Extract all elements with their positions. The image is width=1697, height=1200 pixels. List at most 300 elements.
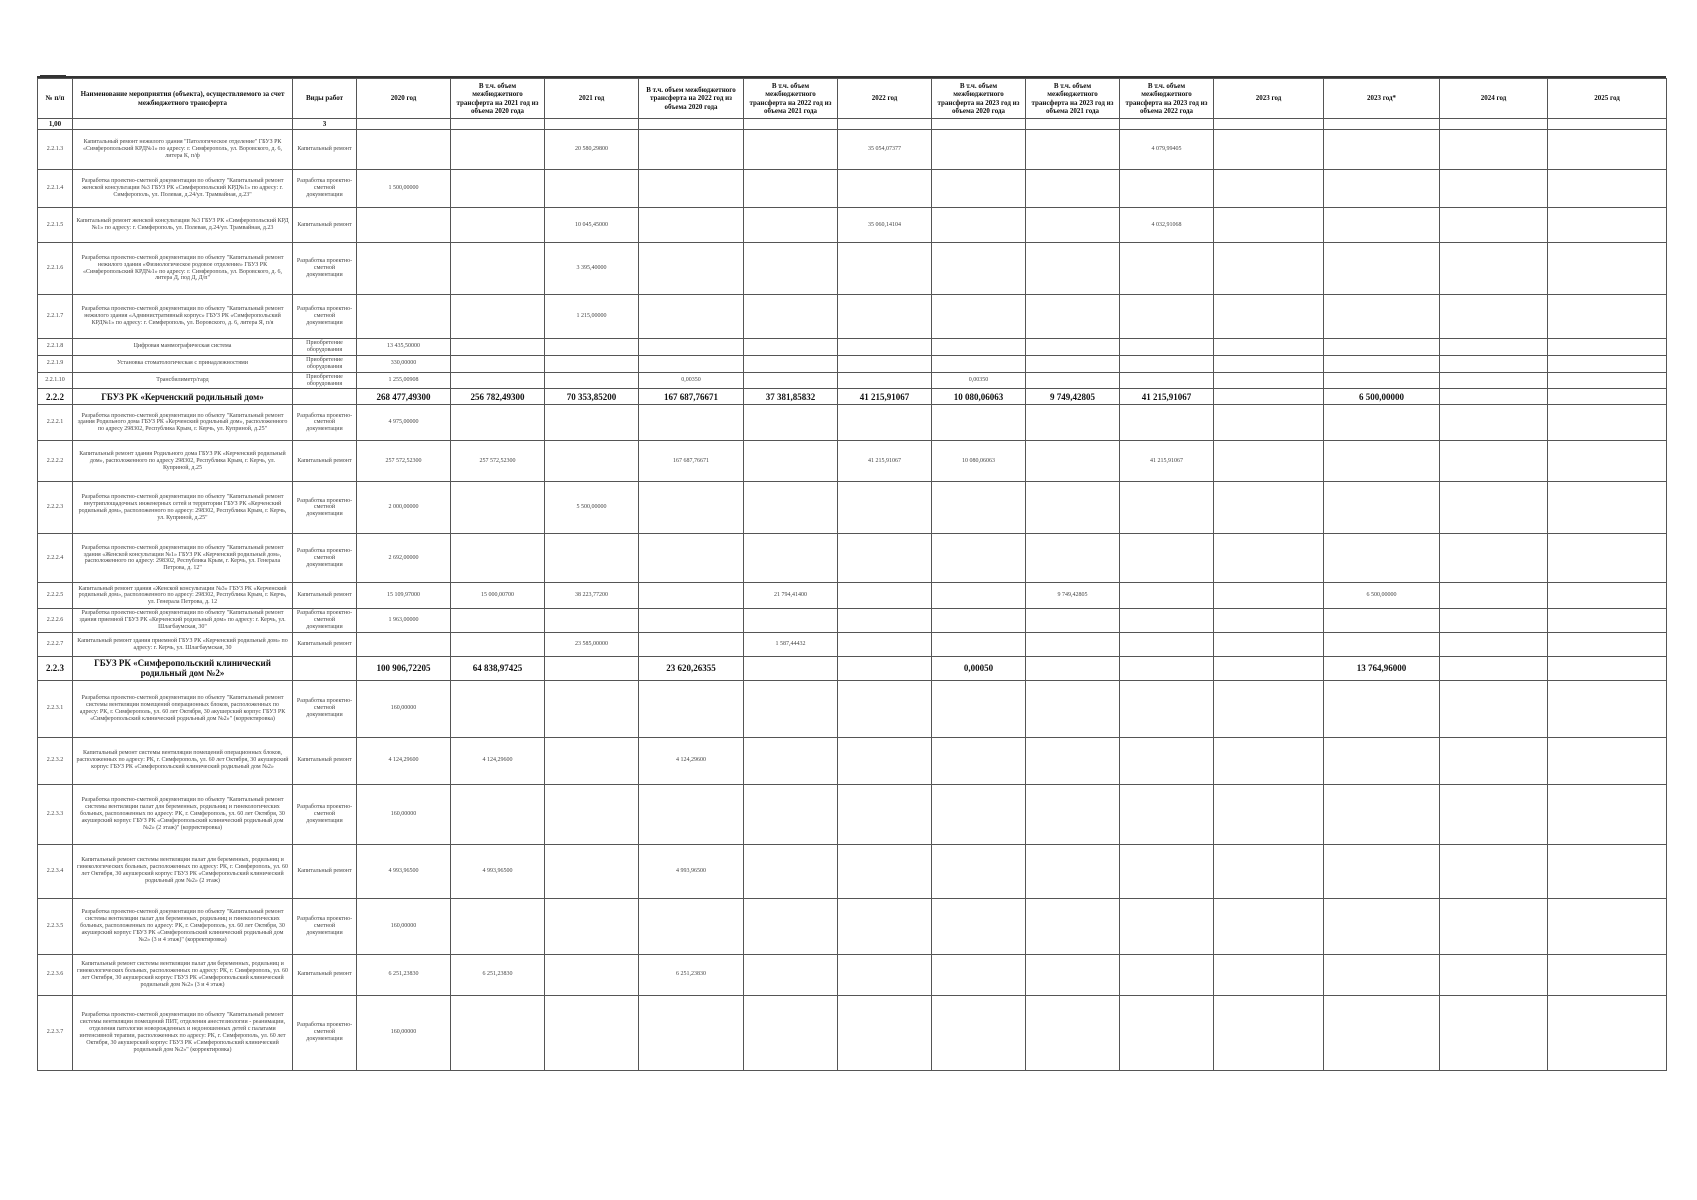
table-row (38, 208, 1667, 243)
amount-cell (838, 534, 932, 583)
object-name-cell: Разработка проектно-сметной документации по объекту "Капитальный ремонт нежилого здания «Физиологическое родовое отделение» ГБУЗ РК «Симферопольский КРД№1» по адресу: г. Симферополь, ул. Воровского, д. 6, литера Д, под Д, Д/п" (73, 243, 293, 295)
amount-cell (838, 355, 932, 372)
amount-cell (545, 657, 639, 681)
amount-cell (1214, 633, 1324, 657)
amount-cell (1548, 130, 1667, 170)
amount-cell (1120, 737, 1214, 784)
column-header: В т.ч. объем межбюджетного трансферта на 2021 год из объема 2020 года (451, 79, 545, 119)
amount-cell (1026, 372, 1120, 389)
amount-cell (932, 243, 1026, 295)
amount-cell (1214, 534, 1324, 583)
amount-cell (1548, 339, 1667, 356)
amount-cell (1120, 339, 1214, 356)
table-row (38, 680, 1667, 737)
column-header: 2024 год (1440, 79, 1548, 119)
header-row (38, 79, 1667, 119)
amount-cell (1214, 405, 1324, 441)
amount-cell (1324, 405, 1440, 441)
amount-cell (545, 898, 639, 954)
amount-cell (744, 784, 838, 844)
amount-cell: 10 045,45000 (545, 208, 639, 243)
amount-cell (1548, 609, 1667, 633)
amount-cell: 41 215,91067 (1120, 441, 1214, 482)
work-type-cell: Капитальный ремонт (293, 441, 357, 482)
amount-cell (1120, 372, 1214, 389)
amount-cell (639, 784, 744, 844)
amount-cell (1214, 441, 1324, 482)
amount-cell (838, 737, 932, 784)
amount-cell (838, 898, 932, 954)
amount-cell (932, 130, 1026, 170)
amount-cell (1324, 680, 1440, 737)
index-cell (639, 119, 744, 130)
row-number-cell: 2.2.3.1 (38, 680, 73, 737)
amount-cell (1120, 295, 1214, 339)
amount-cell: 15 000,00700 (451, 583, 545, 609)
amount-cell (451, 482, 545, 534)
column-header: 2025 год (1548, 79, 1667, 119)
table-row (38, 534, 1667, 583)
object-name-cell: Разработка проектно-сметной документации по объекту "Капитальный ремонт здания Родильного дома ГБУЗ РК «Керченский родильный дом», расположенного по адресу 298302, Республика Крым, г. Керчь, ул. Куприной, д.25" (73, 405, 293, 441)
amount-cell (744, 243, 838, 295)
row-number-cell: 2.2.2.5 (38, 583, 73, 609)
amount-cell (1026, 633, 1120, 657)
object-name-cell: Капитальный ремонт здания Родильного дома ГБУЗ РК «Керченский родильный дом», расположенного по адресу 298302, Республика Крым, г. Керчь, ул. Куприной, д.25 (73, 441, 293, 482)
amount-cell: 3 395,40000 (545, 243, 639, 295)
object-name-cell: Трансбилиметр/гард (73, 372, 293, 389)
amount-cell (1548, 405, 1667, 441)
amount-cell: 13 764,96000 (1324, 657, 1440, 681)
row-number-cell: 2.2.2.1 (38, 405, 73, 441)
amount-cell: 160,00000 (357, 680, 451, 737)
amount-cell: 256 782,49300 (451, 389, 545, 405)
amount-cell: 4 993,96500 (639, 844, 744, 898)
amount-cell: 1 500,00000 (357, 170, 451, 208)
amount-cell (451, 633, 545, 657)
amount-cell (1440, 995, 1548, 1070)
amount-cell (1440, 534, 1548, 583)
table-row (38, 372, 1667, 389)
table-row (38, 170, 1667, 208)
column-header: В т.ч. объем межбюджетного трансферта на 2023 год из объема 2020 года (932, 79, 1026, 119)
work-type-cell: Приобретение оборудования (293, 355, 357, 372)
amount-cell (1548, 295, 1667, 339)
amount-cell (1120, 583, 1214, 609)
amount-cell (1026, 130, 1120, 170)
amount-cell (1548, 534, 1667, 583)
amount-cell (451, 405, 545, 441)
amount-cell (1548, 208, 1667, 243)
amount-cell: 6 251,23830 (451, 954, 545, 995)
index-cell: 3 (293, 119, 357, 130)
amount-cell (639, 633, 744, 657)
amount-cell (451, 898, 545, 954)
amount-cell (1120, 534, 1214, 583)
amount-cell (1440, 482, 1548, 534)
amount-cell (1324, 295, 1440, 339)
object-name-cell: Разработка проектно-сметной документации по объекту "Капитальный ремонт нежилого здания «Административный корпус» ГБУЗ РК «Симферопольский КРД№1» по адресу: г. Симферополь, ул. Воровского, д. 6, литера Я, п/я (73, 295, 293, 339)
amount-cell (932, 995, 1026, 1070)
amount-cell (1026, 243, 1120, 295)
amount-cell (1548, 954, 1667, 995)
column-header: В т.ч. объем межбюджетного трансферта на 2023 год из объема 2021 года (1026, 79, 1120, 119)
amount-cell: 167 687,76671 (639, 389, 744, 405)
row-number-cell: 2.2.2 (38, 389, 73, 405)
amount-cell (932, 609, 1026, 633)
row-number-cell: 2.2.1.8 (38, 339, 73, 356)
amount-cell: 13 435,50000 (357, 339, 451, 356)
amount-cell (932, 534, 1026, 583)
amount-cell (639, 583, 744, 609)
amount-cell: 4 993,96500 (357, 844, 451, 898)
row-number-cell: 2.2.2.4 (38, 534, 73, 583)
amount-cell: 41 215,91067 (838, 441, 932, 482)
amount-cell (932, 355, 1026, 372)
amount-cell (1214, 130, 1324, 170)
amount-cell (932, 208, 1026, 243)
amount-cell (1214, 243, 1324, 295)
amount-cell (451, 295, 545, 339)
amount-cell (932, 737, 1026, 784)
amount-cell (744, 657, 838, 681)
amount-cell (1440, 405, 1548, 441)
amount-cell (1440, 441, 1548, 482)
amount-cell (1214, 583, 1324, 609)
amount-cell (1440, 954, 1548, 995)
amount-cell (932, 680, 1026, 737)
table-row (38, 243, 1667, 295)
row-number-cell: 2.2.1.5 (38, 208, 73, 243)
index-cell (744, 119, 838, 130)
table-row (38, 482, 1667, 534)
amount-cell (1440, 389, 1548, 405)
amount-cell: 330,00000 (357, 355, 451, 372)
amount-cell (1548, 657, 1667, 681)
amount-cell (1120, 995, 1214, 1070)
column-header: № п/п (38, 79, 73, 119)
amount-cell (932, 954, 1026, 995)
work-type-cell: Капитальный ремонт (293, 954, 357, 995)
index-cell (73, 119, 293, 130)
amount-cell (451, 609, 545, 633)
amount-cell (1026, 784, 1120, 844)
amount-cell (1440, 372, 1548, 389)
amount-cell (838, 295, 932, 339)
amount-cell (1026, 609, 1120, 633)
amount-cell (744, 405, 838, 441)
work-type-cell: Капитальный ремонт (293, 130, 357, 170)
amount-cell: 0,00350 (639, 372, 744, 389)
amount-cell (1324, 130, 1440, 170)
amount-cell (1214, 295, 1324, 339)
amount-cell (639, 534, 744, 583)
amount-cell (1440, 583, 1548, 609)
amount-cell: 257 572,52300 (357, 441, 451, 482)
amount-cell (1120, 784, 1214, 844)
amount-cell: 257 572,52300 (451, 441, 545, 482)
work-type-cell: Приобретение оборудования (293, 339, 357, 356)
index-cell (838, 119, 932, 130)
amount-cell (545, 954, 639, 995)
row-number-cell: 2.2.2.2 (38, 441, 73, 482)
work-type-cell: Приобретение оборудования (293, 372, 357, 389)
amount-cell (1324, 339, 1440, 356)
amount-cell (1026, 339, 1120, 356)
amount-cell (639, 355, 744, 372)
amount-cell (1440, 680, 1548, 737)
amount-cell (744, 534, 838, 583)
amount-cell (1324, 609, 1440, 633)
amount-cell (1324, 243, 1440, 295)
amount-cell (1440, 170, 1548, 208)
amount-cell (1324, 898, 1440, 954)
row-number-cell: 2.2.1.7 (38, 295, 73, 339)
amount-cell (1548, 898, 1667, 954)
work-type-cell: Разработка проектно-сметной документации (293, 295, 357, 339)
work-type-cell (293, 657, 357, 681)
object-name-cell: Разработка проектно-сметной документации по объекту "Капитальный ремонт системы вентиляции палат для беременных, родильниц и гинекологических больных, расположенных по адресу: РК, г. Симферополь, ул. 60 лет Октября, 30 акушерский корпус ГБУЗ РК «Симферопольский клинический родильный дом №2» (2 этаж)" (корректировка) (73, 784, 293, 844)
amount-cell: 41 215,91067 (838, 389, 932, 405)
work-type-cell: Разработка проектно-сметной документации (293, 898, 357, 954)
table-row (38, 784, 1667, 844)
amount-cell (932, 482, 1026, 534)
amount-cell (932, 170, 1026, 208)
column-header: 2021 год (545, 79, 639, 119)
object-name-cell: Установка стоматологическая с принадлежностями (73, 355, 293, 372)
amount-cell (1548, 680, 1667, 737)
amount-cell (1026, 680, 1120, 737)
work-type-cell: Капитальный ремонт (293, 583, 357, 609)
amount-cell (932, 339, 1026, 356)
amount-cell (1120, 355, 1214, 372)
amount-cell (545, 844, 639, 898)
amount-cell (1214, 680, 1324, 737)
row-number-cell: 2.2.2.3 (38, 482, 73, 534)
amount-cell (1440, 339, 1548, 356)
row-number-cell: 2.2.3.4 (38, 844, 73, 898)
work-type-cell: Разработка проектно-сметной документации (293, 170, 357, 208)
amount-cell: 70 353,85200 (545, 389, 639, 405)
index-cell (1440, 119, 1548, 130)
amount-cell: 5 500,00000 (545, 482, 639, 534)
amount-cell (1548, 170, 1667, 208)
amount-cell: 1 255,00908 (357, 372, 451, 389)
index-cell (1026, 119, 1120, 130)
row-number-cell: 2.2.2.6 (38, 609, 73, 633)
amount-cell (744, 339, 838, 356)
amount-cell (1026, 844, 1120, 898)
amount-cell (1026, 170, 1120, 208)
amount-cell (1548, 844, 1667, 898)
amount-cell (838, 339, 932, 356)
work-type-cell: Разработка проектно-сметной документации (293, 784, 357, 844)
amount-cell: 20 580,29800 (545, 130, 639, 170)
amount-cell (838, 680, 932, 737)
amount-cell (357, 295, 451, 339)
amount-cell (545, 405, 639, 441)
amount-cell (639, 405, 744, 441)
amount-cell (1120, 609, 1214, 633)
object-name-cell: Разработка проектно-сметной документации по объекту "Капитальный ремонт системы вентиляции помещений операционных блоков, расположенных по адресу: РК, г. Симферополь, ул. 60 лет Октября, 30 акушерский корпус ГБУЗ РК «Симферопольский клинический родильный дом №2»" (корректировка) (73, 680, 293, 737)
amount-cell (1026, 995, 1120, 1070)
amount-cell: 4 079,99405 (1120, 130, 1214, 170)
amount-cell (744, 130, 838, 170)
amount-cell (545, 170, 639, 208)
amount-cell (1324, 534, 1440, 583)
amount-cell (1324, 482, 1440, 534)
table-row (38, 633, 1667, 657)
amount-cell: 9 749,42805 (1026, 389, 1120, 405)
amount-cell (1548, 995, 1667, 1070)
amount-cell (1548, 784, 1667, 844)
amount-cell (1324, 170, 1440, 208)
amount-cell (1440, 295, 1548, 339)
amount-cell (932, 844, 1026, 898)
work-type-cell: Разработка проектно-сметной документации (293, 680, 357, 737)
amount-cell (639, 243, 744, 295)
amount-cell (545, 737, 639, 784)
row-number-cell: 2.2.2.7 (38, 633, 73, 657)
column-header: Виды работ (293, 79, 357, 119)
amount-cell (545, 995, 639, 1070)
object-name-cell: Капитальный ремонт здания приемной ГБУЗ РК «Керченский родильный дом» по адресу: г. Керчь, ул. Шлагбаумская, 30 (73, 633, 293, 657)
table-row (38, 954, 1667, 995)
amount-cell (1324, 995, 1440, 1070)
amount-cell (1026, 657, 1120, 681)
amount-cell (744, 482, 838, 534)
row-number-cell: 2.2.3.3 (38, 784, 73, 844)
amount-cell: 4 975,00000 (357, 405, 451, 441)
amount-cell (451, 130, 545, 170)
amount-cell: 6 251,23830 (357, 954, 451, 995)
index-cell (1548, 119, 1667, 130)
amount-cell (1440, 355, 1548, 372)
amount-cell (451, 680, 545, 737)
object-name-cell: Цифровая маммографическая система (73, 339, 293, 356)
index-cell (1120, 119, 1214, 130)
table-row (38, 405, 1667, 441)
amount-cell (744, 995, 838, 1070)
work-type-cell: Разработка проектно-сметной документации (293, 534, 357, 583)
amount-cell (1324, 954, 1440, 995)
amount-cell (744, 208, 838, 243)
amount-cell (1120, 657, 1214, 681)
object-name-cell: Капитальный ремонт системы вентиляции помещений операционных блоков, расположенных по адресу: РК, г. Симферополь, ул. 60 лет Октября, 30 акушерский корпус ГБУЗ РК «Симферопольский клинический родильный дом №2» (73, 737, 293, 784)
amount-cell (639, 898, 744, 954)
amount-cell (744, 372, 838, 389)
amount-cell (744, 737, 838, 784)
object-name-cell: Капитальный ремонт системы вентиляции палат для беременных, родильниц и гинекологических больных, расположенных по адресу: РК, г. Симферополь, ул. 60 лет Октября, 30 акушерский корпус ГБУЗ РК «Симферопольский клинический родильный дом №2» (2 этаж) (73, 844, 293, 898)
work-type-cell: Капитальный ремонт (293, 633, 357, 657)
amount-cell: 64 838,97425 (451, 657, 545, 681)
amount-cell (545, 534, 639, 583)
index-cell (451, 119, 545, 130)
amount-cell (1214, 844, 1324, 898)
row-number-cell: 2.2.1.10 (38, 372, 73, 389)
work-type-cell: Разработка проектно-сметной документации (293, 482, 357, 534)
amount-cell: 15 109,97000 (357, 583, 451, 609)
table-row (38, 130, 1667, 170)
amount-cell (1026, 295, 1120, 339)
amount-cell (1440, 633, 1548, 657)
amount-cell (1324, 633, 1440, 657)
amount-cell (744, 441, 838, 482)
amount-cell (1548, 372, 1667, 389)
amount-cell (639, 208, 744, 243)
object-name-cell: Разработка проектно-сметной документации по объекту "Капитальный ремонт женской консультации №3 ГБУЗ РК «Симферопольский КРД№1» по адресу: г. Симферополь, ул. Полевая, д.24/ул. Трамвайная, д.23" (73, 170, 293, 208)
amount-cell: 167 687,76671 (639, 441, 744, 482)
table-row (38, 583, 1667, 609)
amount-cell (1440, 130, 1548, 170)
amount-cell (1120, 954, 1214, 995)
object-name-cell: Разработка проектно-сметной документации по объекту "Капитальный ремонт здания приемной ГБУЗ РК «Керченский родильный дом» по адресу: г. Керчь, ул. Шлагбаумская, 30" (73, 609, 293, 633)
amount-cell (1026, 405, 1120, 441)
amount-cell (357, 243, 451, 295)
index-cell (932, 119, 1026, 130)
amount-cell (1120, 898, 1214, 954)
amount-cell: 10 080,06063 (932, 389, 1026, 405)
group-row (38, 657, 1667, 681)
amount-cell (838, 609, 932, 633)
row-number-cell: 2.2.3.2 (38, 737, 73, 784)
amount-cell (1440, 657, 1548, 681)
amount-cell (451, 170, 545, 208)
amount-cell: 1 587,44432 (744, 633, 838, 657)
amount-cell (838, 372, 932, 389)
amount-cell (1120, 844, 1214, 898)
amount-cell: 23 620,26355 (639, 657, 744, 681)
amount-cell (932, 405, 1026, 441)
amount-cell (744, 355, 838, 372)
amount-cell (838, 482, 932, 534)
amount-cell (1120, 482, 1214, 534)
amount-cell (639, 680, 744, 737)
row-number-cell: 2.2.1.4 (38, 170, 73, 208)
table-row (38, 609, 1667, 633)
object-name-cell: ГБУЗ РК «Симферопольский клинический родильный дом №2» (73, 657, 293, 681)
amount-cell: 9 749,42805 (1026, 583, 1120, 609)
amount-cell (545, 355, 639, 372)
amount-cell: 4 124,29600 (357, 737, 451, 784)
amount-cell (639, 170, 744, 208)
amount-cell (838, 844, 932, 898)
amount-cell (1440, 208, 1548, 243)
work-type-cell: Разработка проектно-сметной документации (293, 995, 357, 1070)
amount-cell (932, 633, 1026, 657)
amount-cell (545, 339, 639, 356)
object-name-cell: Разработка проектно-сметной документации по объекту "Капитальный ремонт системы вентиляции палат для беременных, родильниц и гинекологических больных, расположенных по адресу: РК, г. Симферополь, ул. 60 лет Октября, 30 акушерский корпус ГБУЗ РК «Симферопольский клинический родильный дом №2» (3 и 4 этаж)" (корректировка) (73, 898, 293, 954)
amount-cell (1214, 657, 1324, 681)
amount-cell (1120, 680, 1214, 737)
row-number-cell: 2.2.3.5 (38, 898, 73, 954)
amount-cell: 268 477,49300 (357, 389, 451, 405)
amount-cell (1324, 784, 1440, 844)
amount-cell (1324, 372, 1440, 389)
column-header: 2020 год (357, 79, 451, 119)
work-type-cell: Капитальный ремонт (293, 737, 357, 784)
amount-cell (1214, 784, 1324, 844)
amount-cell (1214, 898, 1324, 954)
row-number-cell: 2.2.3.6 (38, 954, 73, 995)
amount-cell (1026, 737, 1120, 784)
table-row (38, 339, 1667, 356)
amount-cell: 4 032,91068 (1120, 208, 1214, 243)
amount-cell (1214, 995, 1324, 1070)
column-index-row (38, 119, 1667, 130)
amount-cell (744, 609, 838, 633)
amount-cell: 38 223,77200 (545, 583, 639, 609)
amount-cell (545, 680, 639, 737)
